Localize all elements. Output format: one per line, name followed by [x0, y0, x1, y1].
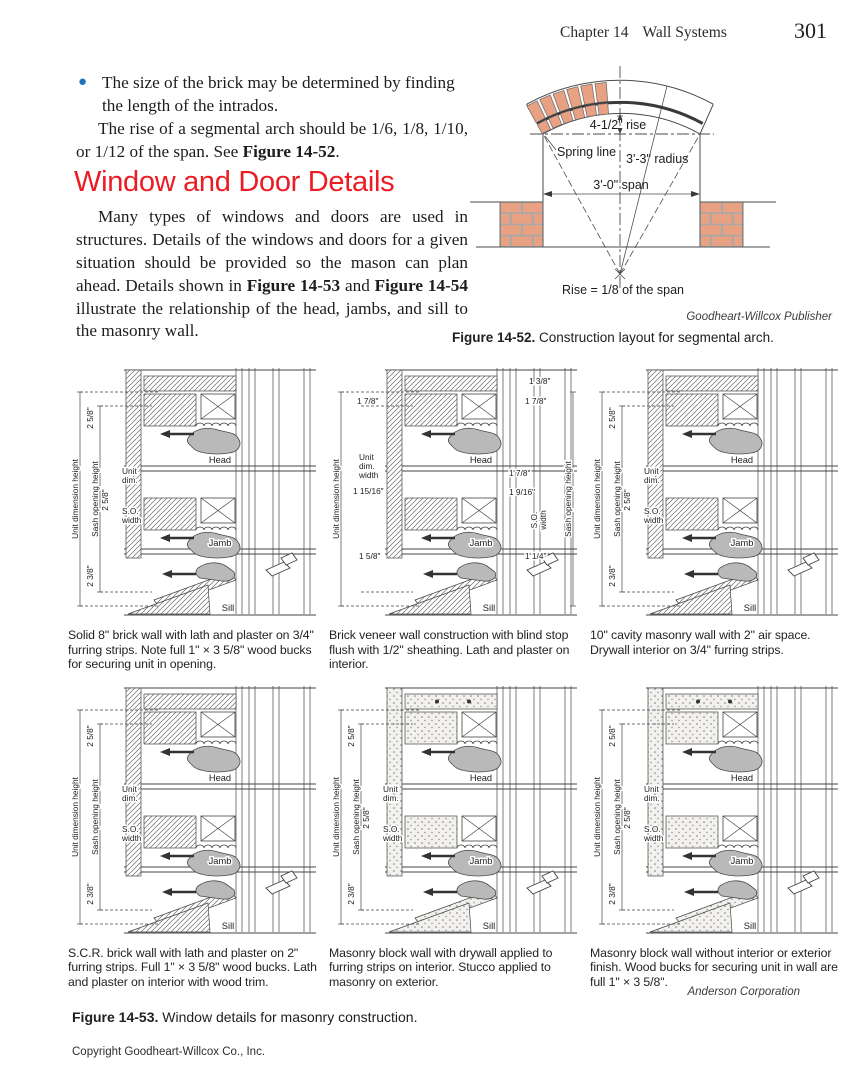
pier-brick: [534, 236, 542, 246]
dim-label: 2 5/8": [85, 724, 95, 747]
pier-brick: [723, 225, 742, 235]
dim-label: 1 7/8": [525, 396, 547, 406]
brick-pier-right: [700, 202, 743, 247]
spring-line-label: Spring line: [557, 145, 617, 159]
pier-brick: [701, 214, 710, 224]
rail-label: Sash opening height: [612, 778, 622, 855]
window-detail-cell: [329, 680, 581, 990]
pier-brick: [701, 225, 721, 235]
window-detail-diagram: [329, 362, 581, 620]
anderson-credit: Anderson Corporation: [687, 986, 800, 998]
dim-label: 2 5/8": [607, 407, 617, 429]
section-label: Jamb: [208, 855, 232, 866]
dim-label: 2 3/8": [346, 882, 356, 905]
window-detail-diagram: [68, 362, 320, 620]
dim-label: Unit: [644, 783, 659, 794]
pier-brick: [501, 203, 521, 213]
pier-brick: [734, 214, 742, 224]
pier-brick: [534, 214, 542, 224]
pier-brick: [501, 214, 510, 224]
rise-label: 4-1/2" rise: [589, 118, 647, 132]
rail-label: Sash opening height: [351, 778, 361, 855]
span-arrow-right: [691, 191, 700, 197]
span-arrow-left: [543, 191, 552, 197]
rail-label: Sash opening height: [90, 778, 100, 855]
detail-caption: Solid 8" brick wall with lath and plaster on 3/4" furring strips. Note full 1" × 3 5/8" wood bucks for securing unit in opening.: [68, 628, 314, 671]
radius-label: 3'-3" radius: [626, 152, 689, 166]
dim-label: width: [122, 515, 142, 525]
dim-label: 2 3/8": [607, 565, 617, 587]
section-label: Head: [730, 772, 754, 783]
rail-label: Unit dimension height: [592, 459, 602, 539]
pier-brick: [712, 236, 732, 246]
voussoir: [595, 82, 608, 102]
voussoir: [581, 84, 595, 105]
rail-label: Unit dimension height: [331, 459, 341, 539]
detail-caption: S.C.R. brick wall with lath and plaster on 2" furring strips. Full 1" × 3 5/8" wood bucks. Lath and plaster on interior with wood trim.: [68, 945, 317, 989]
section-label: Head: [469, 455, 493, 465]
dim-label: S.O.: [644, 823, 661, 834]
dim-label: dim.: [383, 792, 399, 803]
voussoir: [573, 107, 585, 120]
section-heading: Window and Door Details: [74, 166, 395, 198]
dim-label: 1 5/8": [359, 551, 381, 561]
chapter-label: Chapter 14: [560, 24, 629, 41]
dim-label: S.O.: [529, 511, 539, 529]
pier-brick: [701, 203, 721, 213]
dim-label: S.O.: [383, 823, 400, 834]
window-detail-diagram: [590, 362, 842, 620]
dim-label: S.O.: [644, 506, 661, 516]
window-detail-diagram: [329, 680, 581, 938]
dim-label: dim.: [359, 461, 375, 471]
window-detail-cell: [68, 680, 320, 990]
dim-label: width: [122, 832, 142, 843]
voussoir: [567, 87, 582, 108]
dim-label: dim.: [644, 475, 660, 485]
page-number: 301: [794, 18, 827, 43]
rail-label: Sash opening height: [90, 461, 100, 537]
pier-brick: [512, 236, 532, 246]
dim-label: dim.: [122, 475, 138, 485]
pier-brick: [723, 203, 742, 213]
window-details-grid: [68, 362, 846, 989]
section-label: Head: [208, 455, 232, 465]
dim-label: Unit: [122, 783, 137, 794]
dim-label: width: [644, 832, 664, 843]
figure-1453-caption-text: Window details for masonry construction.: [158, 1009, 418, 1025]
publisher-credit: Goodheart-Willcox Publisher: [686, 311, 832, 323]
bullet-icon: ●: [78, 74, 88, 90]
rail-label: Unit dimension height: [70, 776, 80, 857]
rail-label: Unit dimension height: [331, 776, 341, 857]
dim-label: width: [538, 510, 548, 530]
figure-1452-caption-number: Figure 14-52.: [452, 330, 536, 345]
dim-label: dim.: [644, 792, 660, 803]
dim-label: dim.: [122, 792, 138, 803]
pier-brick: [523, 225, 542, 235]
window-detail-diagram: [590, 680, 842, 938]
running-head: [560, 24, 735, 42]
dim-label: 1 9/16": [509, 487, 536, 497]
dim-label: 1 7/8": [357, 396, 379, 406]
detail-caption: Masonry block wall with drywall applied to furring strips on interior. Stucco applied to masonry on exterior.: [329, 945, 553, 989]
section-label: Jamb: [469, 855, 493, 866]
dim-label: Unit: [122, 466, 137, 476]
section-label: Jamb: [208, 538, 232, 548]
section-label: Head: [469, 772, 493, 783]
dim-label: 2 5/8": [346, 724, 356, 747]
rail-label: Unit dimension height: [70, 459, 80, 539]
section-label: Jamb: [730, 855, 754, 866]
window-detail-cell: [590, 362, 842, 672]
pier-brick: [501, 225, 521, 235]
dim-label: 2 5/8": [85, 407, 95, 429]
voussoir: [598, 103, 609, 114]
pier-brick: [701, 236, 710, 246]
dim-label: 2 5/8": [622, 489, 632, 511]
section-label: Jamb: [730, 538, 754, 548]
pier-brick: [512, 214, 532, 224]
dim-label: Unit: [644, 466, 659, 476]
bullet-text: The size of the brick may be determined by finding the length of the intrados.: [102, 73, 455, 115]
dim-label: width: [383, 832, 403, 843]
section-label: Sill: [221, 603, 235, 613]
section-label: Head: [730, 455, 754, 465]
paragraph-arch-rise: The rise of a segmental arch should be 1/6, 1/8, 1/10, or 1/12 of the span. See Figure 14-52.: [76, 119, 468, 161]
detail-caption: Brick veneer wall construction with blind stop flush with 1/2" sheathing. Lath and plaster on interior.: [329, 628, 570, 671]
dim-label: 1 1/4": [525, 551, 547, 561]
section-label: Head: [208, 772, 232, 783]
rail-label: Sash opening height: [563, 461, 573, 537]
section-label: Sill: [221, 920, 235, 931]
section-label: Sill: [482, 603, 496, 613]
window-detail-diagram: [68, 680, 320, 938]
detail-caption: Masonry block wall without interior or exterior finish. Wood bucks for securing unit in wall are full 1" × 3 5/8".: [590, 945, 838, 989]
dim-label: 2 5/8": [361, 806, 371, 829]
rail-label: Unit dimension height: [592, 776, 602, 857]
pier-brick: [712, 214, 732, 224]
dim-label: 2 5/8": [607, 724, 617, 747]
section-label: Sill: [743, 603, 757, 613]
copyright-line: Copyright Goodheart-Willcox Co., Inc.: [72, 1046, 266, 1058]
dim-label: S.O.: [122, 506, 139, 516]
pier-brick: [501, 236, 510, 246]
rise-note-label: Rise = 1/8 of the span: [562, 283, 684, 297]
section-label: Jamb: [469, 538, 493, 548]
span-label: 3'-0" span: [593, 178, 649, 192]
window-detail-cell: [329, 362, 581, 672]
window-detail-cell: [68, 362, 320, 672]
pier-brick: [523, 203, 542, 213]
dim-label: 1 7/8": [509, 468, 531, 478]
detail-caption: 10" cavity masonry wall with 2" air space. Drywall interior on 3/4" furring strips.: [590, 628, 811, 657]
dim-label: S.O.: [122, 823, 139, 834]
dim-label: 2 3/8": [85, 882, 95, 905]
bullet-item: [76, 72, 468, 118]
section-label: Sill: [482, 920, 496, 931]
segmental-arch-diagram: [468, 60, 780, 308]
section-label: Wall Systems: [642, 24, 727, 41]
figure-1453-caption-number: Figure 14-53.: [72, 1009, 159, 1025]
dim-label: 1 15/16": [353, 486, 384, 496]
dim-label: width: [359, 470, 379, 480]
dim-label: 2 3/8": [85, 565, 95, 587]
brick-pier-left: [500, 202, 543, 247]
dim-label: 2 5/8": [100, 489, 110, 511]
window-detail-cell: [590, 680, 842, 990]
dim-label: Unit: [383, 783, 398, 794]
dim-label: Unit: [359, 452, 374, 462]
figure-1452-caption: [452, 330, 844, 347]
section-label: Sill: [743, 920, 757, 931]
pier-brick: [734, 236, 742, 246]
dim-label: 2 3/8": [607, 882, 617, 905]
dim-label: 1 3/8": [529, 376, 551, 386]
dim-label: 2 5/8": [622, 806, 632, 829]
paragraph-window-details: Many types of windows and doors are used in structures. Details of the windows and doors for a given situation should be provided so the mason can plan ahead. Details shown in Figure 14-53 and Figure 14-54 illustrate the relationship of the head, jambs, and sill to the masonry wall.: [76, 207, 468, 341]
voussoir: [585, 105, 597, 117]
figure-1452-caption-text: Construction layout for segmental arch.: [535, 330, 774, 345]
dim-label: width: [644, 515, 664, 525]
figure-1453-caption: [72, 1009, 672, 1027]
rail-label: Sash opening height: [612, 461, 622, 537]
